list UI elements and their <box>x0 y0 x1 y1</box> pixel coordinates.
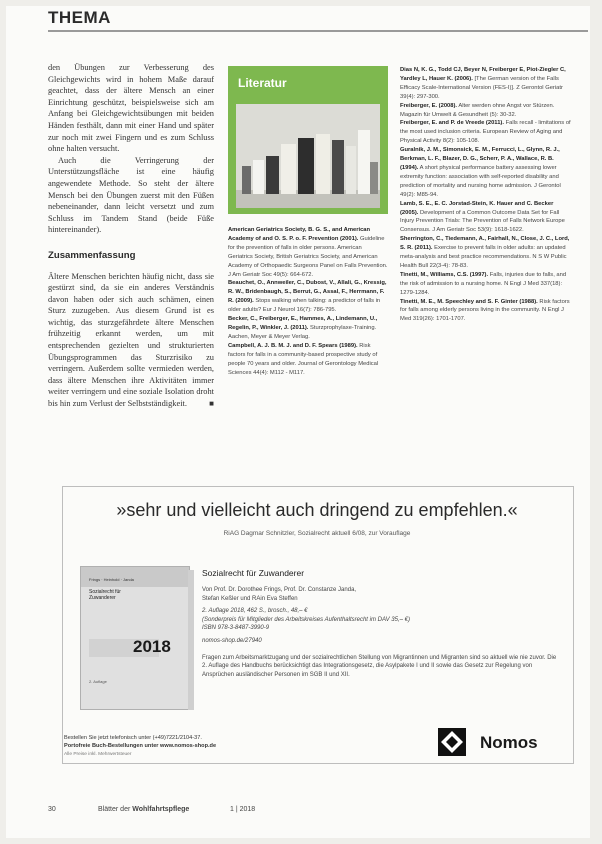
ad-description: Fragen zum Arbeitsmarktzugang und der sozialrechtlichen Stellung von Migrantinnen und Migranten sind so aktuell wie nie zuvor. Die 2. Auflage des Handbuchs berücksichtigt das Integrationsgesetz, die Asylpakete I und II sowie das Gesetz zur Regelung von Ansprüchen ausländischer Personen im SGB II und XII. <box>202 654 557 678</box>
summary-text: Ältere Menschen berichten häufig nicht, dass sie gestürzt sind, da sie ein anderes Verständnis davon haben oder sich auch schämen, einen Sturz zuzugeben. Aus diesem Grund ist es wichtig, das sturzgefährdete ältere Menschen frühzeitig erkannt werden, um mit entsprechenden gezielten und strukturierten Übungsprogrammen das Sturzrisiko zu verringern. Außerdem sollte vermieden werden, dass ältere Menschen ihre Aktivitäten immer weiter verringern und eine soziale Isolation droht bis hin zum Verlust der Selbstständigkeit. <box>48 271 214 409</box>
order-info <box>64 734 216 759</box>
paragraph-3 <box>48 271 214 410</box>
book-cover-authors: Frings · Heinhold · Janda <box>89 577 134 582</box>
book-cover-title: Sozialrecht für Zuwanderer <box>89 589 121 601</box>
ad-online-link[interactable]: nomos-shop.de/27940 <box>202 637 262 644</box>
reference: Campbell, A. J. B. M. J. and D. F. Spears (1989). Risk factors for falls in a community-based prospective study of people 70 years and older. Journal of Gerontology Medical Sciences 44(4): M112 - M117. <box>228 342 379 376</box>
references-left <box>228 226 388 377</box>
summary-heading: Zusammenfassung <box>48 249 136 261</box>
issue-number: 1 | 2018 <box>230 806 256 813</box>
literature-header <box>228 66 388 214</box>
ad-quote-source: RiAG Dagmar Schnitzler, Sozialrecht aktuell 6/08, zur Vorauflage <box>223 530 411 537</box>
reference: Becker, C., Freiberger, E., Hammes, A., Lindemann, U., Regelin, P., Winkler, J. (2011). Sturzprophylaxe-Training. Aachen, Meyer & Meyer Verlag. <box>228 316 378 340</box>
ad-quote: »sehr und vielleicht auch dringend zu empfehlen.« <box>116 500 518 520</box>
page-number: 30 <box>48 806 56 813</box>
reference: Freiberger, E. (2008). Alter werden ohne Angst vor Stürzen. Magazin für Umwelt & Gesundheit (5): 30-32. <box>400 102 555 118</box>
reference: Tinetti, M. E., M. Speechley and S. F. Ginter (1988). Risk factors for falls among elderly persons living in the community. N Engl J Med 319(26): 1701-1707. <box>400 298 570 323</box>
order-online[interactable]: Portofreie Buch-Bestellungen unter www.nomos-shop.de <box>64 743 217 750</box>
reference: American Geriatrics Society, B. G. S., and American Academy of and O. S. P. o. F. Prevention (2001). Guideline for the prevention of falls in older persons. American Geriatrics Society, British Geriatrics Society, and American Academy of Orthopaedic Surgeons Panel on Falls Prevention. J Am Geriatr Soc 49(5): 664-672. <box>228 227 388 278</box>
paragraph-2: Auch die Verringerung der Unterstützungsfläche ist eine häufig angewendete Methode. So steht der ältere Mensch bei den Übungen zuerst mit den Füßen nebeneinander, dann leicht versetzt und zum Schluss im Tandem Stand (beide Füße hintereinander). <box>48 155 214 235</box>
ad-book-info <box>202 568 562 679</box>
ad-authors-1: Von Prof. Dr. Dorothee Frings, Prof. Dr. Constanze Janda, <box>202 587 357 593</box>
ad-authors-2: Stefan Keßler und RAin Eva Steffen <box>202 595 298 602</box>
order-note: Alle Preise inkl. Mehrwertsteuer <box>64 751 132 757</box>
journal-bold: Wohlfahrtspflege <box>132 806 190 813</box>
references-right <box>400 66 572 324</box>
nomos-logo-icon <box>438 728 466 756</box>
book-cover-edition: 2. Auflage <box>89 679 107 684</box>
journal-prefix: Blätter der <box>98 806 133 813</box>
article-column <box>48 62 214 410</box>
publisher-name: Nomos <box>480 733 538 752</box>
reference: Dias N, K. G., Todd CJ, Beyer N, Freiberger E, Piot-Ziegler C, Yardley L, Hauer K. (2006). [The German version of the Falls Efficacy Scale-International Version (FES-I)]. Z Gerontol Geriatr 39(4): 297-300. <box>400 67 566 100</box>
ad-isbn: ISBN 978-3-8487-3990-9 <box>202 625 270 632</box>
header-rule <box>48 30 588 32</box>
reference: Lamb, S. E., E. C. Jorstad-Stein, K. Hauer and C. Becker (2005). Development of a Common Outcome Data Set for Fall Injury Prevention Trials: The Prevention of Falls Network Europe Consensus. J Am Geriatr Soc 53(9): 1618-1622. <box>400 200 565 234</box>
order-phone: Bestellen Sie jetzt telefonisch unter (+49)7221/2104-37. <box>64 735 202 741</box>
section-title: THEMA <box>48 8 111 27</box>
journal-name <box>98 806 189 813</box>
ad-special-price: (Sonderpreis für Mitglieder des Arbeitskreises Aufenthaltsrecht im DAV 35,– €) <box>202 616 410 623</box>
reference: Beauchet, O., Annweiler, C., Dubost, V., Allali, G., Kressig, R. W., Bridenbaugh, S., Berrut, G., Assal, F., Herrmann, F. R. (2009). Stops walking when talking: a predictor of falls in older adults? Eur J Neurol 16(7): 786-795. <box>228 280 387 314</box>
reference: Tinetti, M., Williams, C.S. (1997). Falls, injuries due to falls, and the risk of admission to a nursing home. N Engl J Med 337(18): 1279-1284. <box>400 271 567 296</box>
ad-book-title: Sozialrecht für Zuwanderer <box>202 568 305 578</box>
paragraph-1: den Übungen zur Verbesserung des Gleichgewichts wird in hohem Maße darauf geachtet, dass der ältere Mensch an einer Einrichtung geschützt, beispielsweise sich am Anfang bei Gleichgewichtsübungen mit beiden Händen festhält, dann mit einer Hand und später zur noch mit zwei Fingern und es zum Schluss ohne halten versucht. <box>48 63 214 154</box>
book-cover <box>80 566 190 710</box>
book-cover-year: 2018 <box>133 637 171 656</box>
reference: Guralnik, J. M., Simonsick, E. M., Ferrucci, L., Glynn, R. J., Berkman, L. F., Blazer, D. G., Scherr, P. A., Wallace, R. B. (1994). A short physical performance battery assessing lower extremity function: association with self-reported disability and prediction of mortality and nursing home admission. J Gerontol 49(2): M85-94. <box>400 147 561 198</box>
end-mark: ■ <box>209 399 214 409</box>
literature-title: Literatur <box>238 76 287 90</box>
books-illustration <box>236 104 380 208</box>
reference: Freiberger, E. and P. de Vreede (2011). Falls recall - limitations of the most used inclusion criteria. European Review of Aging and Physical Activity 8(2): 105-108. <box>400 120 571 145</box>
book-spine <box>188 570 194 710</box>
reference: Sherrington, C., Tiedemann, A., Fairhall, N., Close, J. C., Lord, S. R. (2011). Exercise to prevent falls in older adults: an updated meta-analysis and best practice recommendations. N S W Public Health Bull 22(3-4): 78-83. <box>400 236 570 269</box>
ad-edition: 2. Auflage 2018, 462 S., brosch., 48,– € <box>202 608 308 615</box>
